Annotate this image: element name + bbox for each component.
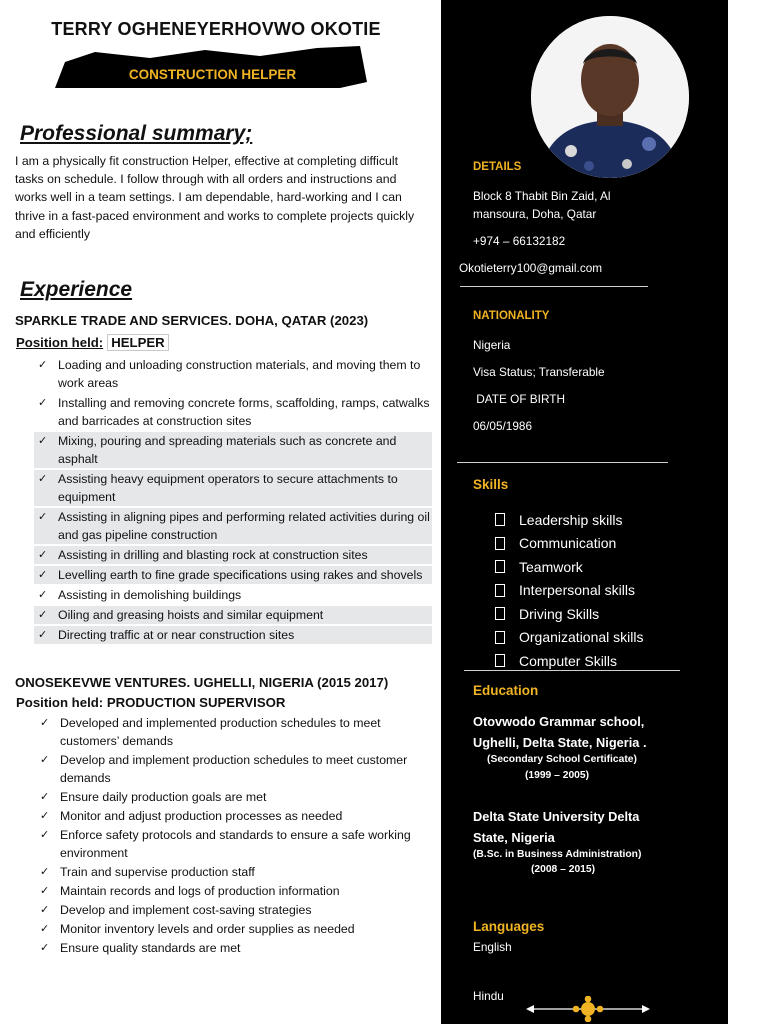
check-icon: ✓ [38,549,48,561]
job2-position [16,695,285,710]
list-item: Interpersonal skills [493,579,644,603]
bullet-box-icon [495,513,505,526]
job2-company: ONOSEKEVWE VENTURES. UGHELLI, NIGERIA (2015 2017) [15,675,389,690]
bullet-box-icon [495,560,505,573]
list-item: Communication [493,532,644,556]
profile-photo [531,16,689,178]
position-label: Position held: [16,335,104,350]
divider [464,670,680,671]
summary-text: I am a physically fit construction Helper, effective at completing difficult tasks on schedule. I follow through with all orders and instructions and works well in a team settings. I am dependable, hard-working and I can thrive in a fast-paced environment and works to complete projects quickly and efficiently [15,154,415,241]
job2-duties [36,714,432,958]
education-school: Otovwodo Grammar school, Ughelli, Delta State, Nigeria . [473,714,647,750]
dob-label: DATE OF BIRTH [473,392,565,406]
language-item: English [473,940,512,954]
check-icon: ✓ [38,629,48,641]
check-icon: ✓ [38,473,48,485]
list-item: ✓ Ensure daily production goals are met [40,790,267,804]
job1-position [16,335,169,350]
check-icon: ✓ [38,609,48,621]
education-qualification: (B.Sc. in Business Administration) [473,849,642,860]
list-item: ✓ Installing and removing concrete forms, scaffolding, ramps, catwalks and barricades at construction sites [38,396,430,428]
list-item: ✓ Mixing, pouring and spreading materials such as concrete and asphalt [34,432,432,468]
list-item: ✓ Oiling and greasing hoists and similar equipment [34,606,432,624]
visa-status: Visa Status; Transferable [473,365,605,379]
list-item: Computer Skills [493,649,644,673]
phone: +974 – 66132182 [473,234,566,248]
check-icon: ✓ [38,359,48,371]
list-item: ✓ Monitor and adjust production processes as needed [40,809,343,823]
language-item: Hindu [473,989,504,1003]
list-item: ✓ Assisting in drilling and blasting rock at construction sites [34,546,432,564]
details-heading: DETAILS [473,161,522,173]
address: Block 8 Thabit Bin Zaid, Al mansoura, Doha, Qatar [473,189,611,221]
ornament [526,996,650,1022]
education-heading: Education [473,683,539,698]
education-years: (2008 – 2015) [530,864,596,875]
list-item: ✓ Levelling earth to fine grade specifications using rakes and shovels [34,566,432,584]
list-item: ✓ Developed and implemented production schedules to meet customers’ demands [40,716,381,748]
bullet-box-icon [495,537,505,550]
nationality-value: Nigeria [473,338,511,352]
check-icon: ✓ [40,829,50,841]
languages-heading: Languages [473,919,545,934]
job-title: CONSTRUCTION HELPER [128,67,297,82]
list-item: ✓ Train and supervise production staff [40,865,255,879]
bullet-box-icon [495,584,505,597]
list-item: ✓ Develop and implement production schedules to meet customer demands [40,753,408,785]
nationality-heading: NATIONALITY [473,310,550,322]
list-item: Teamwork [493,555,644,579]
list-item: ✓ Maintain records and logs of production information [40,884,340,898]
check-icon: ✓ [40,866,50,878]
list-item: ✓ Assisting heavy equipment operators to secure attachments to equipment [34,470,432,506]
list-item: Leadership skills [493,508,644,532]
list-item: ✓ Monitor inventory levels and order supplies as needed [40,922,355,936]
list-item: ✓ Assisting in aligning pipes and performing related activities during oil and gas pipeline construction [34,508,432,544]
divider [460,286,648,287]
portrait-illustration [531,16,689,178]
email: Okotieterry100@gmail.com [459,261,603,275]
title-banner [55,44,370,90]
check-icon: ✓ [40,754,50,766]
check-icon: ✓ [38,511,48,523]
summary-heading: Professional summary; [20,122,253,145]
position-value: HELPER [107,334,169,351]
ornament-divider-icon [526,996,650,1022]
list-item: Organizational skills [493,626,644,650]
list-item: ✓ Ensure quality standards are met [40,941,241,955]
check-icon: ✓ [40,885,50,897]
list-item: ✓ Develop and implement cost-saving strategies [40,903,312,917]
check-icon: ✓ [40,791,50,803]
education-qualification: (Secondary School Certificate) [487,754,637,765]
candidate-name: TERRY OGHENEYERHOVWO OKOTIE [51,19,381,39]
education-school: Delta State University Delta State, Nigeria [473,809,640,845]
check-icon: ✓ [40,904,50,916]
check-icon: ✓ [38,589,48,601]
check-icon: ✓ [38,569,48,581]
position-value: PRODUCTION SUPERVISOR [106,695,286,710]
skills-heading: Skills [473,477,509,492]
list-item: ✓ Directing traffic at or near construction sites [34,626,432,644]
list-item: ✓ Loading and unloading construction materials, and moving them to work areas [38,358,421,390]
check-icon: ✓ [38,435,48,447]
list-item: ✓ Enforce safety protocols and standards to ensure a safe working environment [40,828,411,860]
job1-company: SPARKLE TRADE AND SERVICES. DOHA, QATAR (2023) [15,313,369,328]
position-label: Position held: [16,695,104,710]
check-icon: ✓ [40,942,50,954]
job1-duties [34,356,432,646]
bullet-box-icon [495,654,505,667]
check-icon: ✓ [40,717,50,729]
experience-heading: Experience [20,278,133,301]
education-years: (1999 – 2005) [524,770,590,781]
divider [457,462,668,463]
check-icon: ✓ [40,810,50,822]
dob-value: 06/05/1986 [473,419,533,433]
bullet-box-icon [495,607,505,620]
list-item: ✓ Assisting in demolishing buildings [38,588,242,602]
bullet-box-icon [495,631,505,644]
check-icon: ✓ [40,923,50,935]
skills-list [493,508,644,673]
check-icon: ✓ [38,397,48,409]
list-item: Driving Skills [493,602,644,626]
